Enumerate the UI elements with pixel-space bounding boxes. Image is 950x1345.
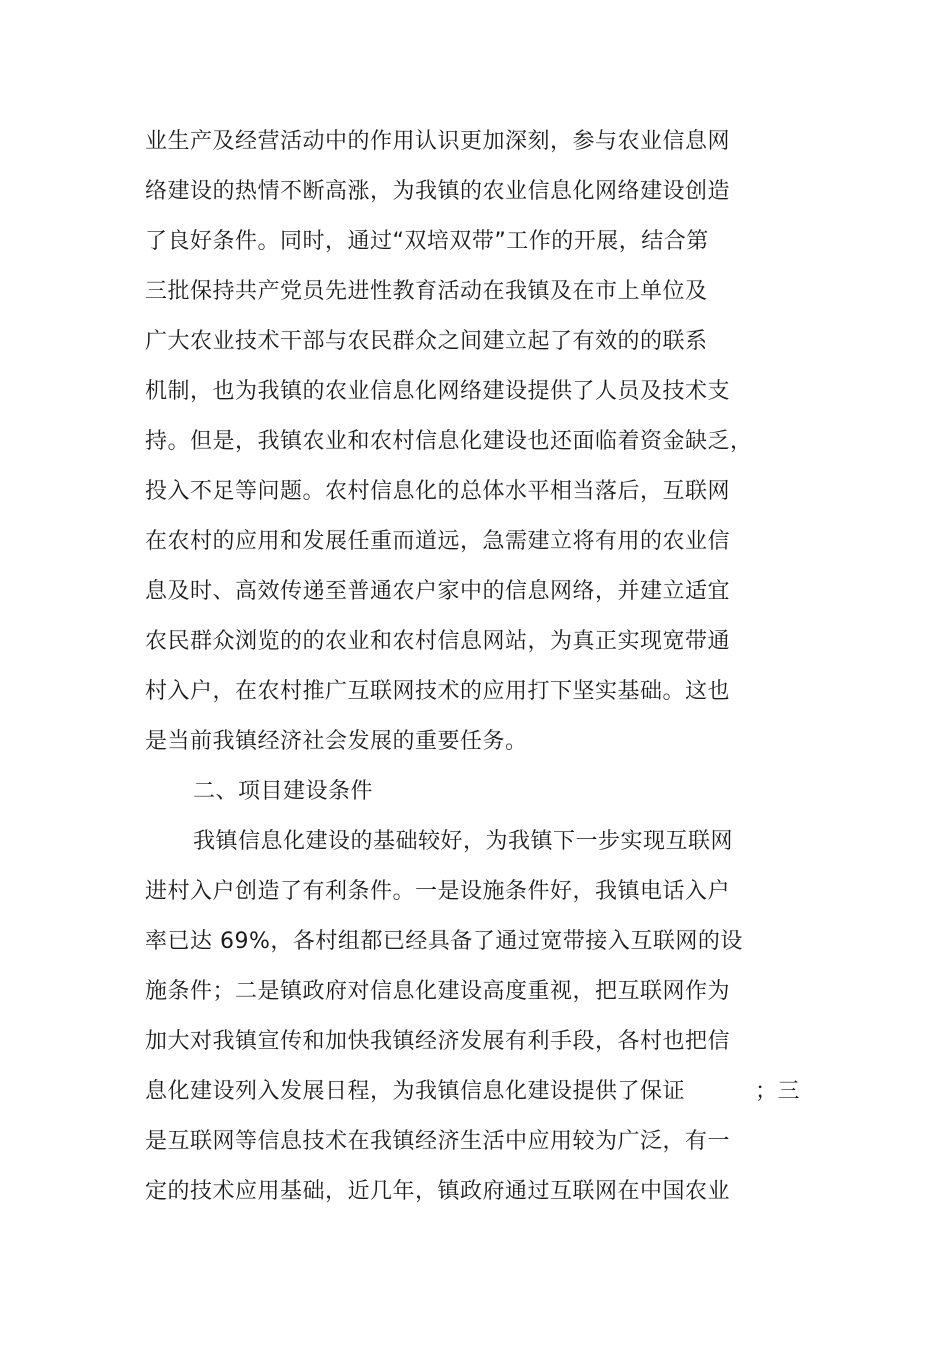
text-line: 持。但是，我镇农业和农村信息化建设也还面临着资金缺乏， xyxy=(145,429,753,454)
text-line: 机制，也为我镇的农业信息化网络建设提供了人员及技术支 xyxy=(145,379,731,404)
text-line: 施条件；二是镇政府对信息化建设高度重视，把互联网作为 xyxy=(145,979,731,1004)
text-line: 息及时、高效传递至普通农户家中的信息网络，并建立适宜 xyxy=(145,579,731,604)
text-line: 进村入户创造了有利条件。一是设施条件好，我镇电话入户 xyxy=(145,879,731,904)
text-line: 业生产及经营活动中的作用认识更加深刻，参与农业信息网 xyxy=(145,129,731,154)
text-line: 络建设的热情不断高涨，为我镇的农业信息化网络建设创造 xyxy=(145,179,731,204)
text-line-tail: ；三 xyxy=(755,1079,801,1104)
text-line: 在农村的应用和发展任重而道远，急需建立将有用的农业信 xyxy=(145,529,731,554)
text-line: 定的技术应用基础，近几年，镇政府通过互联网在中国农业 xyxy=(145,1179,731,1204)
section-heading: 二、项目建设条件 xyxy=(193,779,374,804)
text-line: 广大农业技术干部与农民群众之间建立起了有效的的联系 xyxy=(145,329,708,354)
text-line: 投入不足等问题。农村信息化的总体水平相当落后，互联网 xyxy=(145,479,731,504)
text-line: 村入户，在农村推广互联网技术的应用打下坚实基础。这也 xyxy=(145,679,731,704)
text-line-main: 息化建设列入发展日程，为我镇信息化建设提供了保证 xyxy=(145,1079,686,1104)
text-line-split xyxy=(145,1071,825,1121)
text-line: 农民群众浏览的的农业和农村信息网站，为真正实现宽带通 xyxy=(145,629,731,654)
text-line: 三批保持共产党员先进性教育活动在我镇及在市上单位及 xyxy=(145,279,708,304)
text-line: 率已达 69%，各村组都已经具备了通过宽带接入互联网的设 xyxy=(145,929,743,954)
text-line: 我镇信息化建设的基础较好，为我镇下一步实现互联网 xyxy=(193,829,734,854)
body-text xyxy=(145,121,825,1221)
text-line: 是互联网等信息技术在我镇经济生活中应用较为广泛，有一 xyxy=(145,1129,731,1154)
text-line: 加大对我镇宣传和加快我镇经济发展有利手段，各村也把信 xyxy=(145,1029,731,1054)
text-line: 是当前我镇经济社会发展的重要任务。 xyxy=(145,729,528,754)
text-line: 了良好条件。同时，通过“双培双带”工作的开展，结合第 xyxy=(145,229,709,254)
